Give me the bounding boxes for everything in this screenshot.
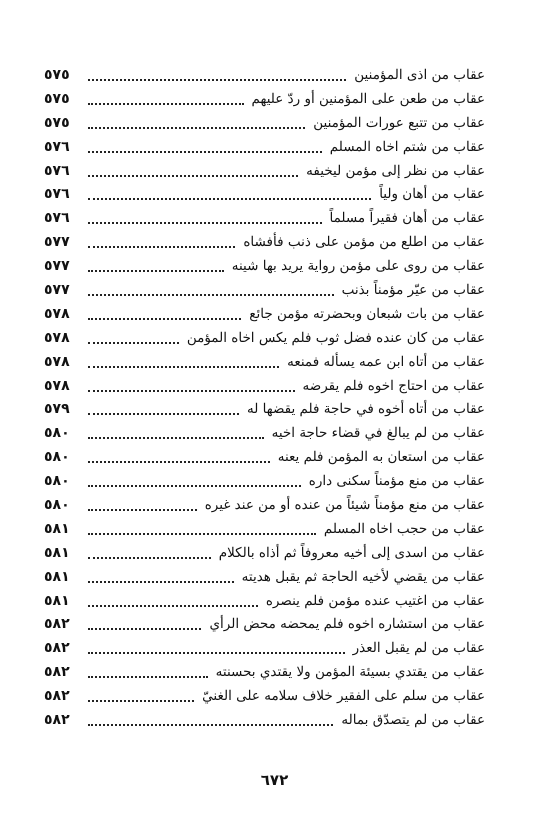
entry-title: عقاب من روى على مؤمن رواية يريد بها شينه (231, 258, 485, 275)
dot-leader (88, 366, 279, 368)
toc-entry (44, 709, 485, 733)
entry-page-number: ٥٨٢ (44, 712, 70, 729)
entry-page-number: ٥٨٠ (44, 449, 70, 466)
toc-entry (44, 64, 485, 88)
dot-leader (88, 700, 194, 702)
entry-title: عقاب من يقضي لأخيه الحاجة ثم يقبل هديته (241, 568, 485, 585)
toc-entry (44, 231, 485, 255)
dot-leader (88, 724, 333, 726)
entry-title: عقاب من كان عنده فضل ثوب فلم يكس اخاه المؤمن (186, 329, 485, 346)
entry-page-number: ٥٨٢ (44, 664, 70, 681)
entry-title: عقاب من منع مؤمناً سكنى داره (308, 473, 485, 490)
toc-entry (44, 136, 485, 160)
toc-entry (44, 160, 485, 184)
entry-title: عقاب من نظر إلى مؤمن ليخيفه (306, 162, 485, 179)
toc-entry (44, 398, 485, 422)
entry-title: عقاب من سلم على الفقير خلاف سلامه على الغنيّ (202, 688, 485, 705)
entry-title: عقاب من حجب اخاه المسلم (323, 520, 485, 537)
entry-title: عقاب من طعن على المؤمنين أو ردّ عليهم (251, 90, 485, 107)
toc-entry (44, 183, 485, 207)
toc-entry (44, 279, 485, 303)
toc-entry (44, 494, 485, 518)
entry-title: عقاب من عيّر مؤمناً بذنب (341, 282, 485, 299)
toc-entry (44, 351, 485, 375)
entry-page-number: ٥٧٨ (44, 305, 70, 322)
entry-title: عقاب من استشاره اخوه فلم يمحضه محض الرأي (209, 616, 485, 633)
dot-leader (88, 318, 241, 320)
entry-page-number: ٥٨١ (44, 568, 70, 585)
page-number: ٦٧٢ (260, 771, 289, 789)
toc-entry (44, 470, 485, 494)
entry-page-number: ٥٨٢ (44, 616, 70, 633)
dot-leader (88, 175, 298, 177)
dot-leader (88, 151, 322, 153)
dot-leader (88, 342, 179, 344)
entry-title: عقاب من شتم اخاه المسلم (329, 138, 485, 155)
dot-leader (88, 605, 258, 607)
entry-title: عقاب من احتاج اخوه فلم يقرضه (302, 377, 485, 394)
entry-title: عقاب من اسدى إلى أخيه معروفاً ثم أذاه بالكلام (218, 544, 485, 561)
entry-title: عقاب من اطلع من مؤمن على ذنب فأفشاه (243, 234, 485, 251)
entry-page-number: ٥٧٨ (44, 377, 70, 394)
toc-entry (44, 327, 485, 351)
table-of-contents (44, 64, 485, 733)
dot-leader (88, 198, 371, 200)
entry-title: عقاب من أهان ولياً (379, 186, 485, 203)
dot-leader (88, 222, 322, 224)
entry-page-number: ٥٨١ (44, 592, 70, 609)
entry-page-number: ٥٧٦ (44, 186, 70, 203)
dot-leader (88, 628, 201, 630)
entry-page-number: ٥٨٠ (44, 425, 70, 442)
dot-leader (88, 676, 208, 678)
entry-title: عقاب من لم يبالغ في قضاء حاجة اخيه (271, 425, 485, 442)
entry-page-number: ٥٧٦ (44, 162, 70, 179)
toc-entry (44, 303, 485, 327)
entry-page-number: ٥٧٥ (44, 114, 70, 131)
toc-entry (44, 446, 485, 470)
entry-title: عقاب من يقتدي بسيئة المؤمن ولا يقتدي بحسنته (215, 664, 485, 681)
entry-page-number: ٥٧٧ (44, 258, 70, 275)
entry-title: عقاب من أهان فقيراً مسلماً (329, 210, 485, 227)
dot-leader (88, 270, 224, 272)
entry-title: عقاب من لم يتصدّق بماله (341, 712, 485, 729)
entry-page-number: ٥٨٢ (44, 688, 70, 705)
entry-page-number: ٥٨٠ (44, 497, 70, 514)
entry-page-number: ٥٧٧ (44, 234, 70, 251)
toc-entry (44, 566, 485, 590)
dot-leader (88, 581, 234, 583)
toc-entry (44, 590, 485, 614)
toc-entry (44, 542, 485, 566)
toc-entry (44, 637, 485, 661)
entry-title: عقاب من اغتيب عنده مؤمن فلم ينصره (265, 592, 485, 609)
entry-page-number: ٥٧٧ (44, 282, 70, 299)
dot-leader (88, 485, 301, 487)
dot-leader (88, 557, 211, 559)
dot-leader (88, 413, 239, 415)
entry-page-number: ٥٧٥ (44, 67, 70, 83)
entry-title: عقاب من لم يقبل العذر (352, 640, 485, 657)
dot-leader (88, 79, 346, 81)
toc-entry (44, 88, 485, 112)
dot-leader (88, 652, 345, 654)
dot-leader (88, 437, 264, 439)
dot-leader (88, 533, 316, 535)
dot-leader (88, 461, 270, 463)
entry-page-number: ٥٧٨ (44, 329, 70, 346)
toc-entry (44, 685, 485, 709)
entry-title: عقاب من استعان به المؤمن فلم يعنه (277, 449, 485, 466)
dot-leader (88, 127, 305, 129)
entry-page-number: ٥٧٨ (44, 353, 70, 370)
entry-title: عقاب من تتبع عورات المؤمنين (313, 114, 485, 131)
toc-entry (44, 255, 485, 279)
toc-entry (44, 207, 485, 231)
toc-entry (44, 613, 485, 637)
entry-page-number: ٥٨٢ (44, 640, 70, 657)
entry-title: عقاب من أتاه ابن عمه يسأله فمنعه (287, 353, 485, 370)
entry-page-number: ٥٧٦ (44, 210, 70, 227)
toc-entry (44, 518, 485, 542)
entry-title: عقاب من أتاه أخوه في حاجة فلم يقضها له (246, 401, 485, 418)
entry-page-number: ٥٧٩ (44, 401, 70, 418)
entry-title: عقاب من اذى المؤمنين (354, 67, 485, 83)
dot-leader (88, 103, 244, 105)
entry-page-number: ٥٨٠ (44, 473, 70, 490)
toc-entry (44, 661, 485, 685)
entry-title: عقاب من بات شبعان وبحضرته مؤمن جائع (249, 305, 485, 322)
entry-page-number: ٥٨١ (44, 544, 70, 561)
dot-leader (88, 246, 235, 248)
entry-page-number: ٥٨١ (44, 520, 70, 537)
entry-title: عقاب من منع مؤمناً شيئاً من عنده أو من عند غيره (204, 497, 485, 514)
toc-entry (44, 375, 485, 399)
dot-leader (88, 390, 295, 392)
dot-leader (88, 509, 197, 511)
toc-entry (44, 422, 485, 446)
dot-leader (88, 294, 334, 296)
entry-page-number: ٥٧٥ (44, 90, 70, 107)
entry-page-number: ٥٧٦ (44, 138, 70, 155)
toc-entry (44, 112, 485, 136)
